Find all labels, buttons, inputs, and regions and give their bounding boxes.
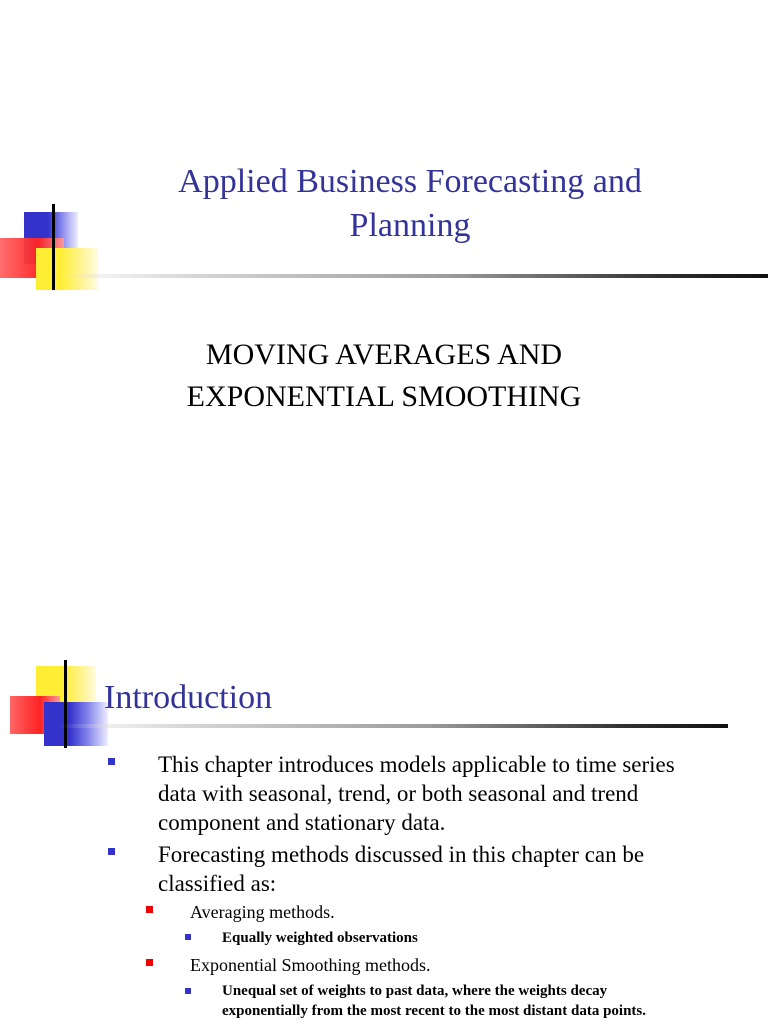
deco-vertical-line xyxy=(64,660,67,748)
sub-sub-bullet-marker xyxy=(185,988,191,994)
deco-yellow-square xyxy=(36,248,98,290)
sub-sub-bullet-item: Unequal set of weights to past data, where the weights decay exponentially from the most recent to the most distant data points. xyxy=(222,983,647,1019)
title-rule xyxy=(60,274,768,278)
slide-introduction xyxy=(0,640,768,1024)
sub-bullet-marker xyxy=(146,959,153,966)
title-rule xyxy=(60,724,728,728)
sub-bullet-marker xyxy=(146,906,153,913)
bullet-item: Forecasting methods discussed in this chapter can be classified as: xyxy=(158,842,645,896)
title-line-1: Applied Business Forecasting and xyxy=(178,163,642,200)
sub-bullet-item: Averaging methods. xyxy=(190,902,335,922)
subtitle xyxy=(100,334,668,418)
section-title: Introduction xyxy=(104,679,273,716)
sub-sub-bullet-item: Equally weighted observations xyxy=(222,930,418,946)
subtitle-line-1: MOVING AVERAGES AND xyxy=(205,338,563,371)
sub-sub-bullet-marker xyxy=(185,934,191,940)
bullet-marker xyxy=(108,758,115,765)
subtitle-line-2: EXPONENTIAL SMOOTHING xyxy=(186,380,582,413)
page-title xyxy=(100,160,720,248)
deco-vertical-line xyxy=(52,204,55,290)
sub-bullet-item: Exponential Smoothing methods. xyxy=(190,955,431,975)
bullet-item: This chapter introduces models applicable to time series data with seasonal, trend, or both seasonal and trend component and stationary data. xyxy=(158,752,675,835)
bullet-marker xyxy=(108,848,115,855)
title-line-2: Planning xyxy=(349,207,471,244)
